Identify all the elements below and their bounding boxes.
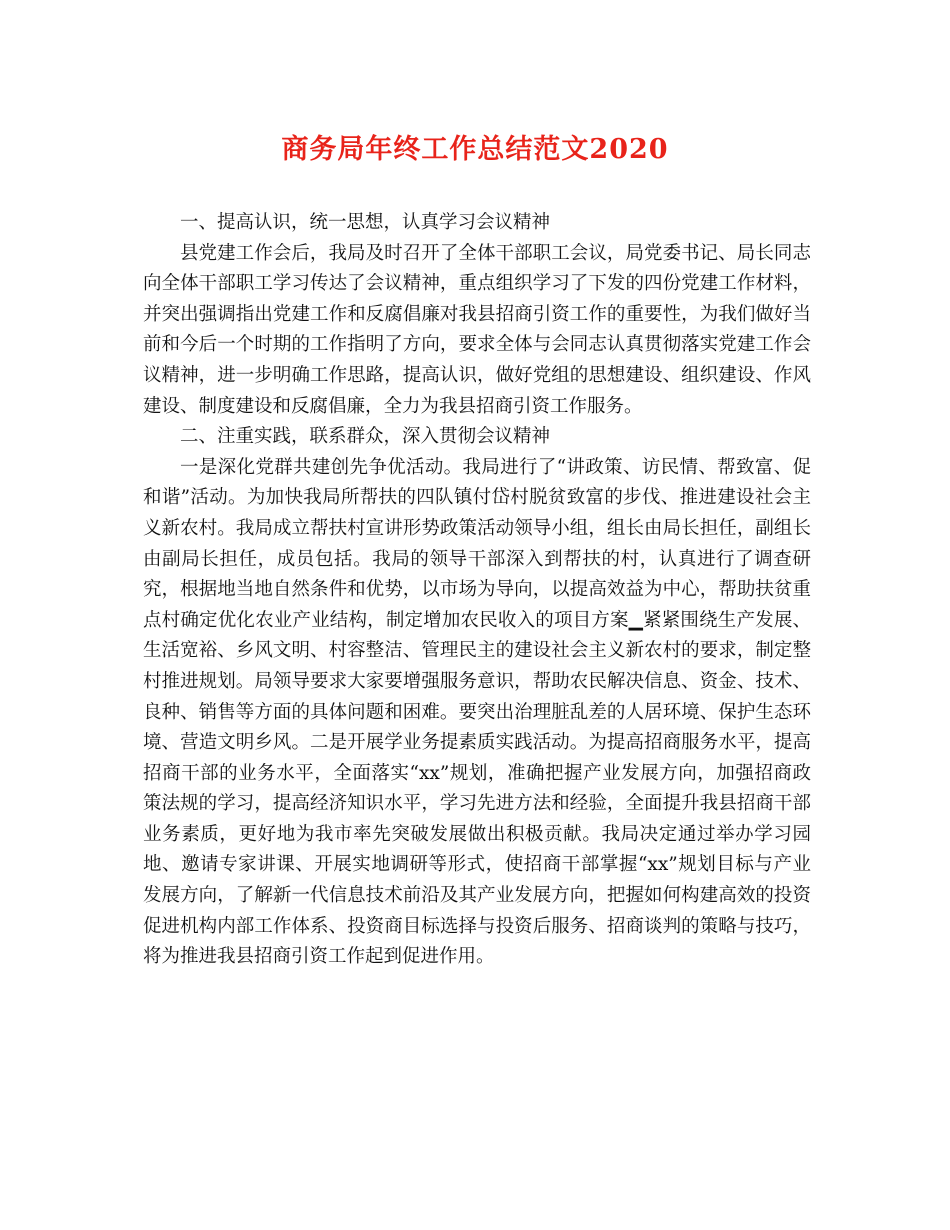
paragraph-1: 县党建工作会后，我局及时召开了全体干部职工会议，局党委书记、局长同志向全体干部职工学习传达了会议精神，重点组织学习了下发的四份党建工作材料，并突出强调指出党建工作和反腐倡廉对我县招商引资工作的重要性，为我们做好当前和今后一个时期的工作指明了方向，要求全体与会同志认真贯彻落实党建工作会议精神，进一步明确工作思路，提高认识，做好党组的思想建设、组织建设、作风建设、制度建设和反腐倡廉，全力为我县招商引资工作服务。 bbox=[143, 242, 811, 417]
document-title: 商务局年终工作总结范文2020 bbox=[281, 134, 669, 165]
section-heading-2: 二、注重实践，联系群众，深入贯彻会议精神 bbox=[180, 426, 551, 448]
paragraph-2: 一是深化党群共建创先争优活动。我局进行了“讲政策、访民情、帮致富、促和谐”活动。为加快我局所帮扶的四队镇付岱村脱贫致富的步伐、推进建设社会主义新农村。我局成立帮扶村宣讲形势政策活动领导小组，组长由局长担任，副组长由副局长担任，成员包括。我局的领导干部深入到帮扶的村，认真进行了调查研究，根据地当地自然条件和优势，以市场为导向，以提高效益为中心，帮助扶贫重点村确定优化农业产业结构，制定增加农民收入的项目方案▁紧紧围绕生产发展、生活宽裕、乡风文明、村容整洁、管理民主的建设社会主义新农村的要求，制定整村推进规划。局领导要求大家要增强服务意识，帮助农民解决信息、资金、技术、良种、销售等方面的具体问题和困难。要突出治理脏乱差的人居环境、保护生态环境、营造文明乡风。二是开展学业务提素质实践活动。为提高招商服务水平，提高招商干部的业务水平，全面落实“xx”规划，准确把握产业发展方向，加强招商政策法规的学习，提高经济知识水平，学习先进方法和经验，全面提升我县招商干部业务素质，更好地为我市率先突破发展做出积极贡献。我局决定通过举办学习园地、邀请专家讲课、开展实地调研等形式，使招商干部掌握“xx”规划目标与产业发展方向，了解新一代信息技术前沿及其产业发展方向，把握如何构建高效的投资促进机构内部工作体系、投资商目标选择与投资后服务、招商谈判的策略与技巧，将为推进我县招商引资工作起到促进作用。 bbox=[143, 456, 811, 968]
section-heading-1: 一、提高认识，统一思想，认真学习会议精神 bbox=[180, 212, 551, 233]
document-body bbox=[143, 208, 811, 973]
